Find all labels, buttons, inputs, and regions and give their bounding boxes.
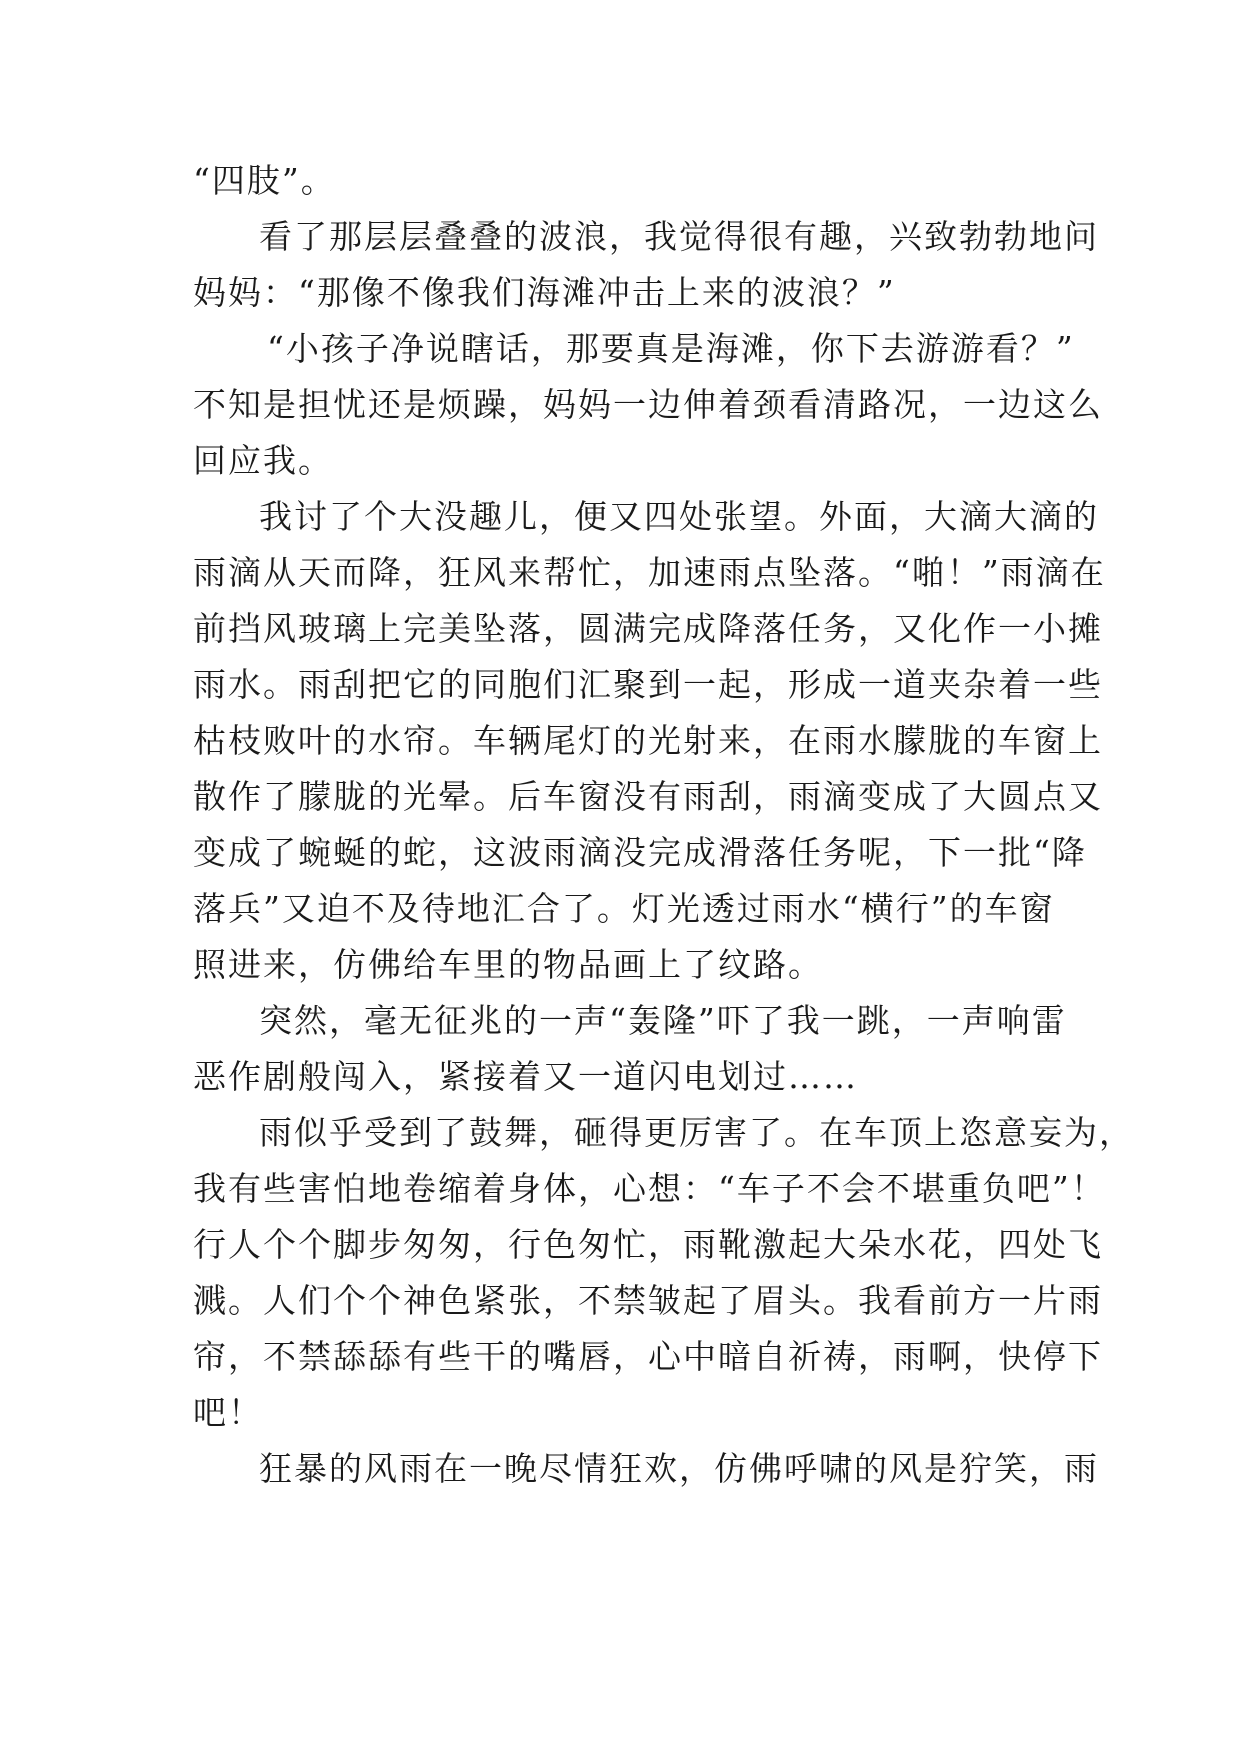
text-line-20: 行人个个脚步匆匆，行色匆忙，雨靴激起大朵水花，四处飞 <box>193 1225 1103 1264</box>
text-line-22: 帘，不禁舔舔有些干的嘴唇，心中暗自祈祷，雨啊，快停下 <box>193 1337 1103 1376</box>
text-line-10: 雨水。雨刮把它的同胞们汇聚到一起，形成一道夹杂着一些 <box>193 665 1103 704</box>
text-line-13: 变成了蜿蜒的蛇，这波雨滴没完成滑落任务呢，下一批“降 <box>193 833 1087 872</box>
text-line-15: 照进来，仿佛给车里的物品画上了纹路。 <box>193 945 823 984</box>
text-line-17: 恶作剧般闯入，紧接着又一道闪电划过…… <box>193 1057 858 1096</box>
text-line-5: 不知是担忧还是烦躁，妈妈一边伸着颈看清路况，一边这么 <box>193 385 1103 424</box>
text-line-14: 落兵”又迫不及待地汇合了。灯光透过雨水“横行”的车窗 <box>193 889 1055 928</box>
text-line-16: 突然，毫无征兆的一声“轰隆”吓了我一跳，一声响雷 <box>259 1001 1067 1040</box>
text-line-7: 我讨了个大没趣儿，便又四处张望。外面，大滴大滴的 <box>259 497 1099 536</box>
text-line-6: 回应我。 <box>193 441 333 480</box>
text-line-1: “四肢”。 <box>193 161 336 200</box>
text-line-23: 吧！ <box>193 1393 263 1432</box>
document-body <box>193 153 1134 1497</box>
text-line-9: 前挡风玻璃上完美坠落，圆满完成降落任务，又化作一小摊 <box>193 609 1103 648</box>
text-line-19: 我有些害怕地卷缩着身体，心想：“车子不会不堪重负吧”！ <box>193 1169 1106 1208</box>
text-line-21: 溅。人们个个神色紧张，不禁皱起了眉头。我看前方一片雨 <box>193 1281 1103 1320</box>
text-line-8: 雨滴从天而降，狂风来帮忙，加速雨点坠落。“啪！”雨滴在 <box>193 553 1106 592</box>
text-line-24: 狂暴的风雨在一晚尽情狂欢，仿佛呼啸的风是狞笑，雨 <box>259 1449 1099 1488</box>
text-line-12: 散作了朦胧的光晕。后车窗没有雨刮，雨滴变成了大圆点又 <box>193 777 1103 816</box>
text-line-3: 妈妈：“那像不像我们海滩冲击上来的波浪？” <box>193 273 896 312</box>
text-line-4: “小孩子净说瞎话，那要真是海滩，你下去游游看？” <box>267 329 1075 368</box>
text-line-18: 雨似乎受到了鼓舞，砸得更厉害了。在车顶上恣意妄为， <box>259 1113 1134 1152</box>
text-line-11: 枯枝败叶的水帘。车辆尾灯的光射来，在雨水朦胧的车窗上 <box>193 721 1103 760</box>
text-line-2: 看了那层层叠叠的波浪，我觉得很有趣，兴致勃勃地问 <box>259 217 1099 256</box>
